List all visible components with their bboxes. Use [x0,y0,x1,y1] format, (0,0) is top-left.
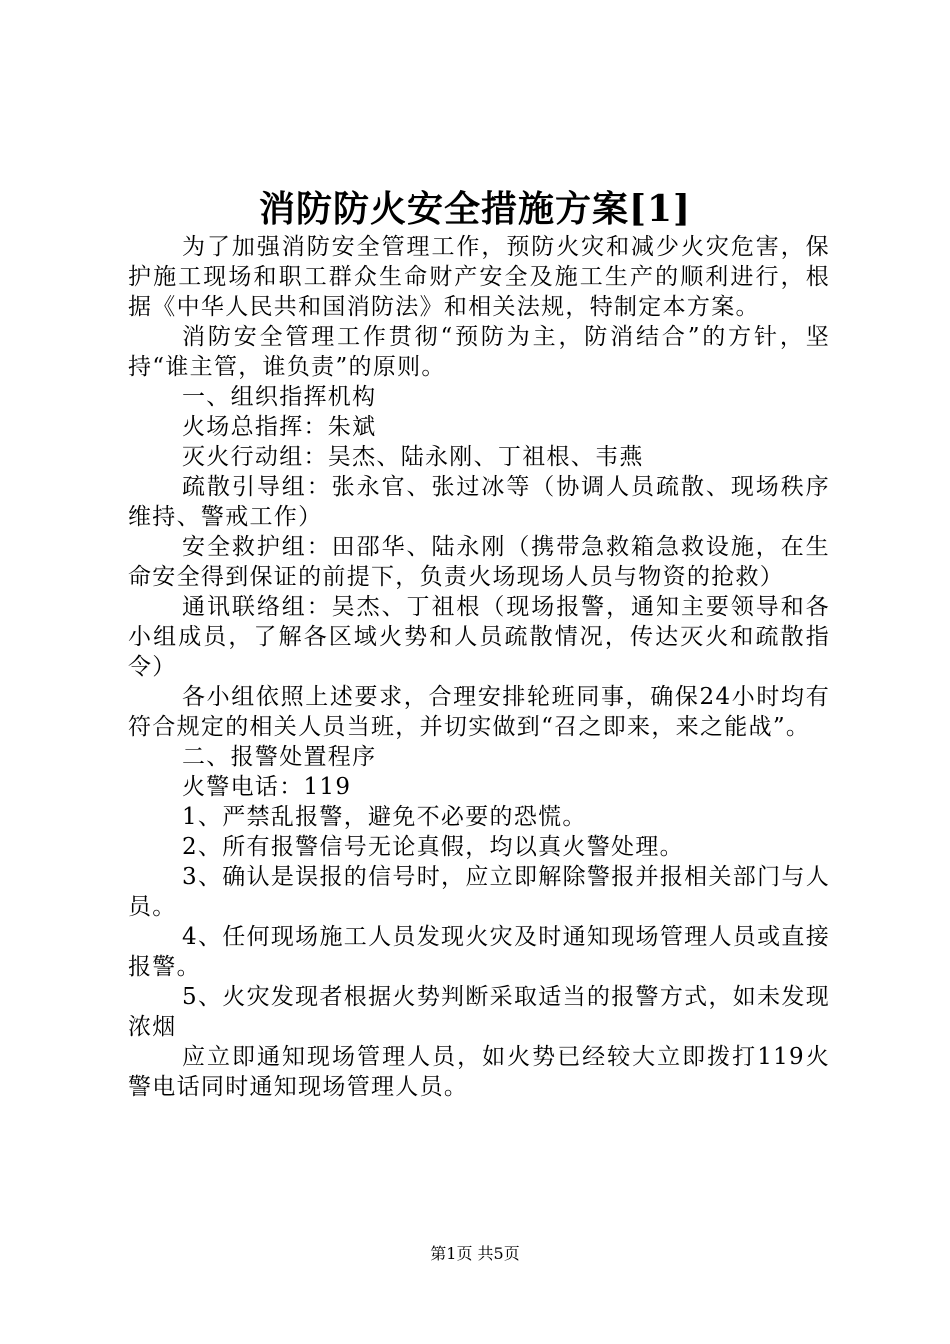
paragraph-policy: 消防安全管理工作贯彻“预防为主，防消结合”的方针，坚持“谁主管，谁负责”的原则。 [128,324,830,380]
section-heading-organization: 一、组织指挥机构 [182,384,377,410]
paragraph-intro: 为了加强消防安全管理工作，预防火灾和减少火灾危害，保护施工现场和职工群众生命财产安全及施工生产的顺利进行，根据《中华人民共和国消防法》和相关法规，特制定本方案。 [128,234,830,320]
paragraph-alarm-action: 应立即通知现场管理人员，如火势已经较大立即拨打119火警电话同时通知现场管理人员。 [128,1044,830,1100]
section-heading-alarm: 二、报警处置程序 [182,744,377,770]
document-title: 消防防火安全措施方案[1] [258,188,692,230]
paragraph-rescue-group: 安全救护组：田邵华、陆永刚（携带急救箱急救设施，在生命安全得到保证的前提下，负责火场现场人员与物资的抢救） [128,534,830,590]
list-item-1: 1、严禁乱报警，避免不必要的恐慌。 [182,804,587,830]
paragraph-shift-duty: 各小组依照上述要求，合理安排轮班同事，确保24小时均有符合规定的相关人员当班，并切实做到“召之即来，来之能战”。 [128,684,830,740]
list-item-2: 2、所有报警信号无论真假，均以真火警处理。 [182,834,684,860]
page-footer: 第1页 共5页 [430,1244,520,1263]
document-body [128,232,830,1102]
paragraph-commander: 火场总指挥：朱斌 [182,414,377,440]
paragraph-evacuation-group: 疏散引导组：张永官、张过冰等（协调人员疏散、现场秩序维持、警戒工作） [128,474,830,530]
list-item-3: 3、确认是误报的信号时，应立即解除警报并报相关部门与人员。 [128,864,830,920]
list-item-4: 4、任何现场施工人员发现火灾及时通知现场管理人员或直接报警。 [128,924,830,980]
paragraph-firefighting-group: 灭火行动组：吴杰、陆永刚、丁祖根、韦燕 [182,444,644,470]
paragraph-communication-group: 通讯联络组：吴杰、丁祖根（现场报警，通知主要领导和各小组成员，了解各区域火势和人员疏散情况，传达灭火和疏散指令） [128,594,830,680]
paragraph-fire-phone: 火警电话：119 [182,774,352,800]
list-item-5: 5、火灾发现者根据火势判断采取适当的报警方式，如未发现浓烟 [128,984,830,1040]
